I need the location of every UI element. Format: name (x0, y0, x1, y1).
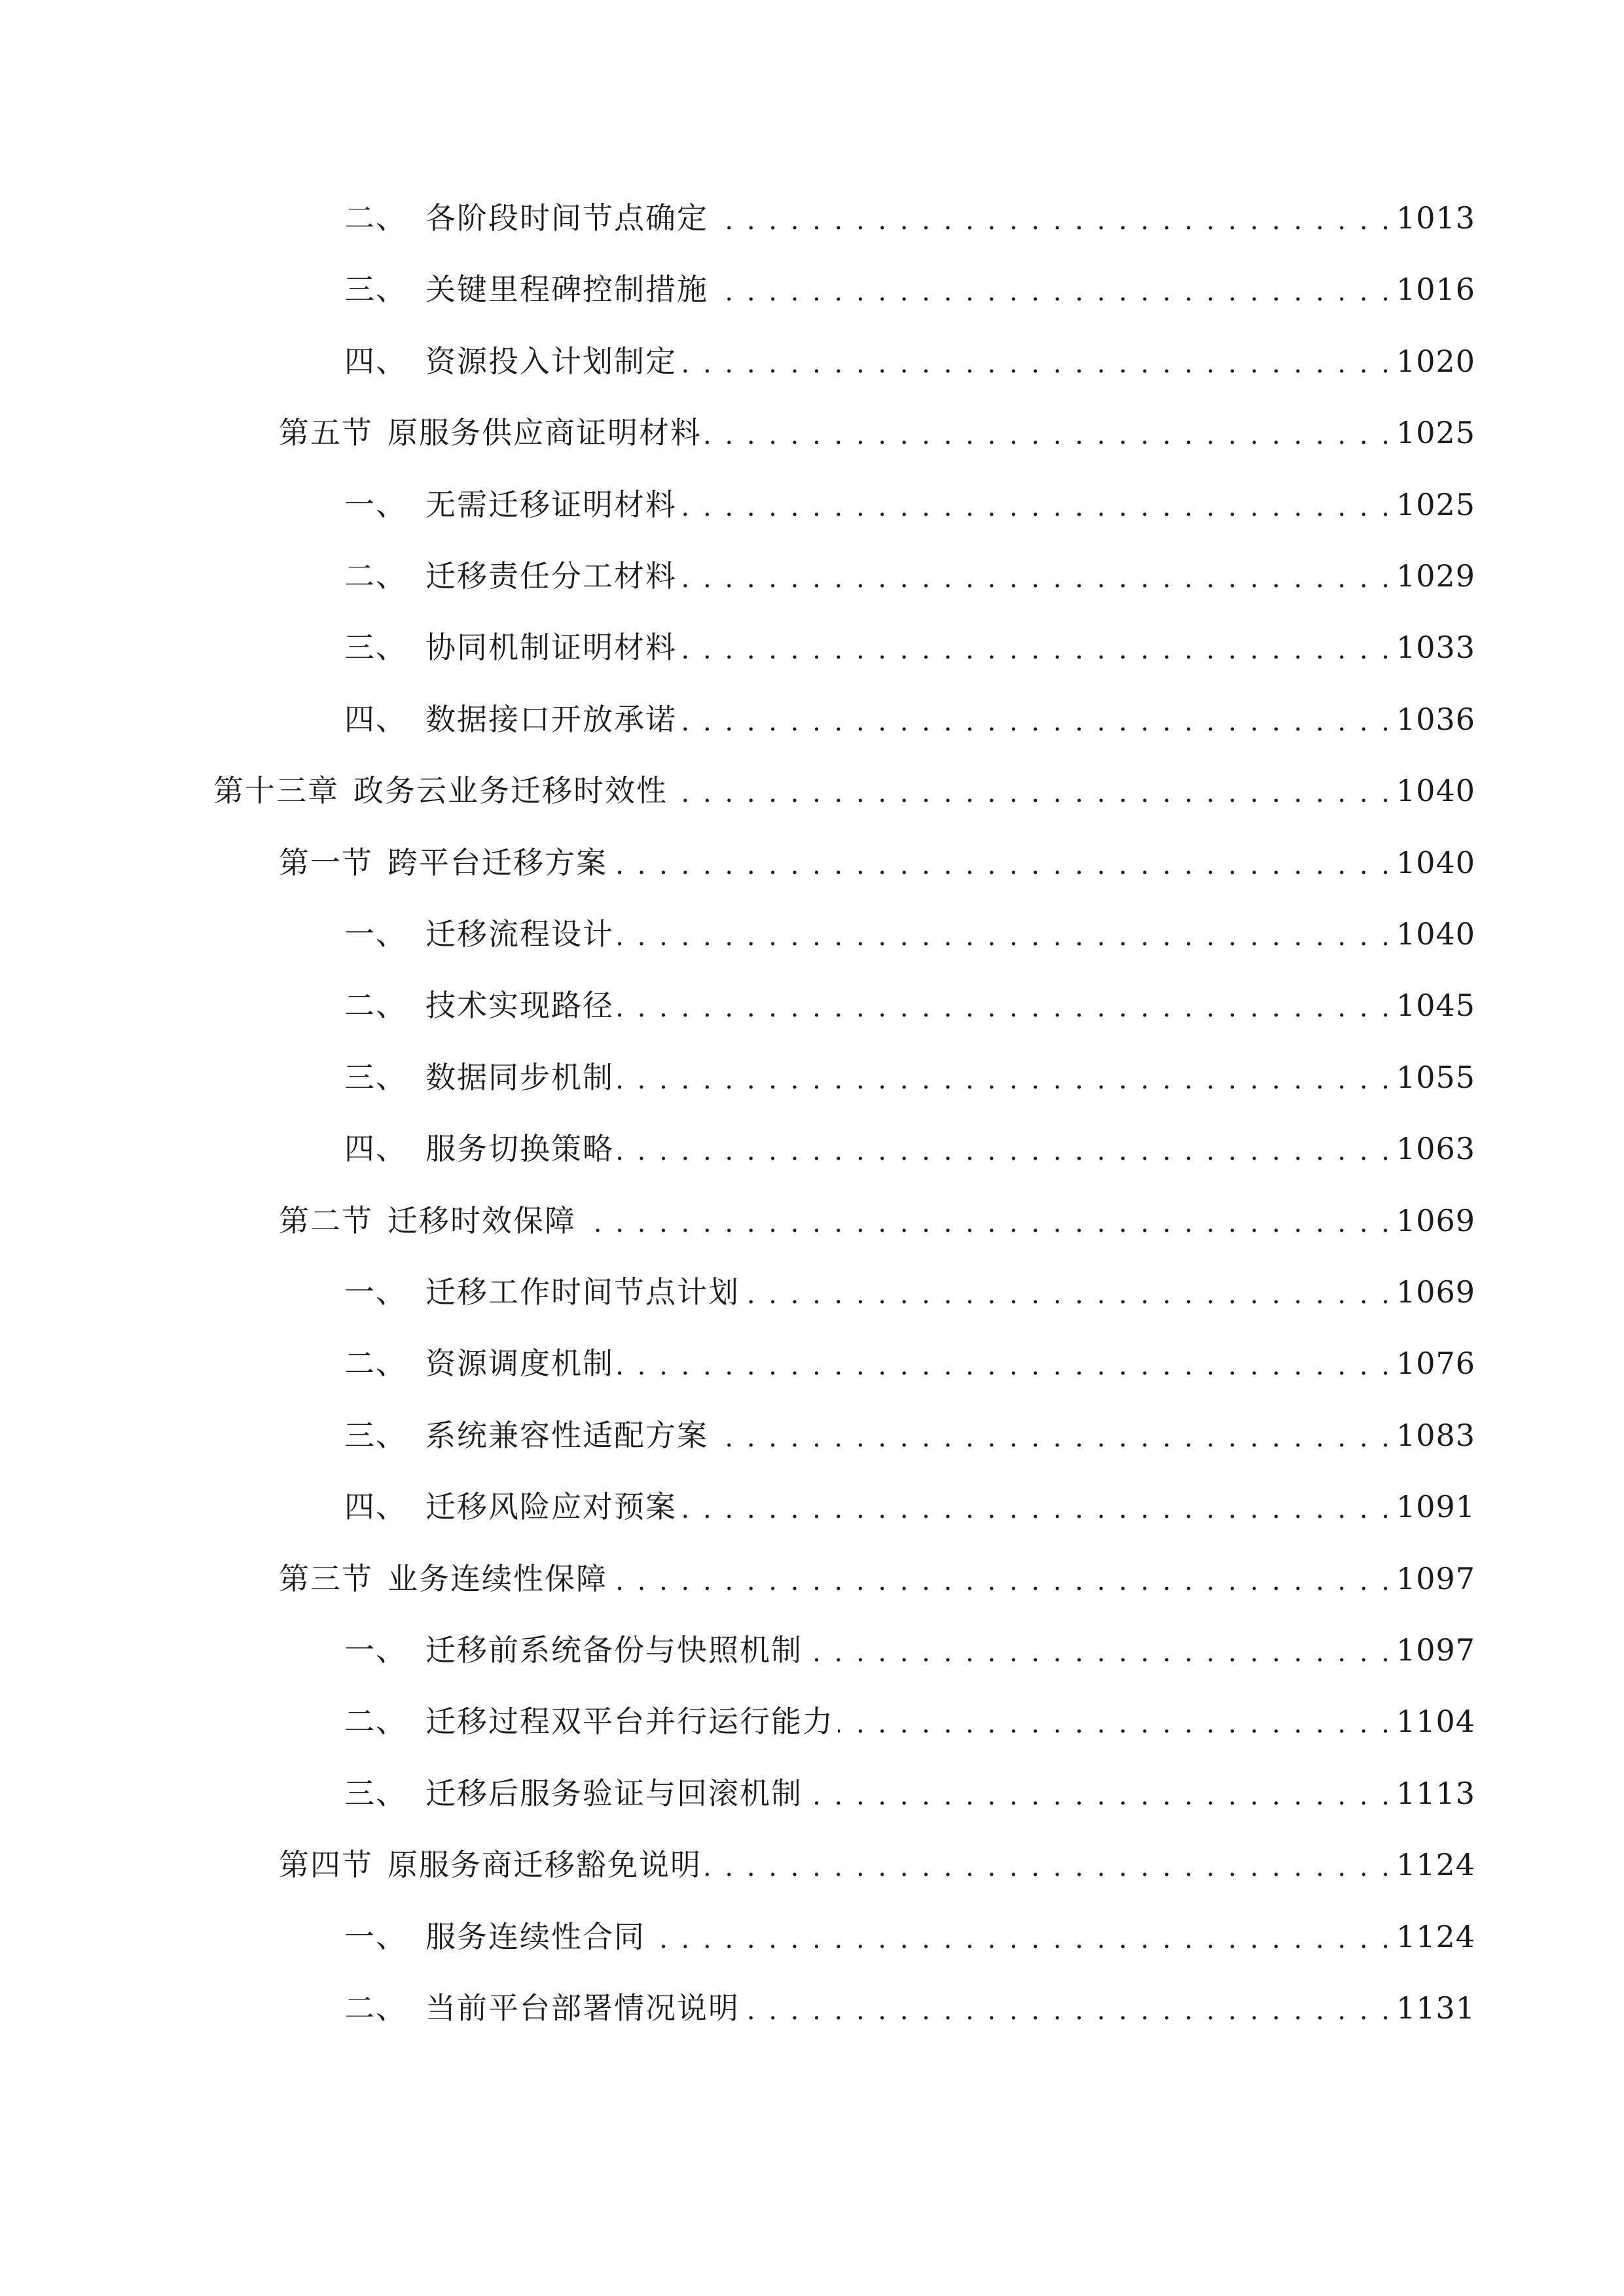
toc-dot-leader (618, 1337, 1392, 1390)
toc-entry-page-number: 1040 (1396, 916, 1476, 952)
toc-entry-page-number: 1076 (1396, 1346, 1476, 1381)
toc-entry-page-number: 1063 (1396, 1131, 1476, 1166)
toc-dot-leader (618, 979, 1392, 1031)
toc-entry[interactable] (279, 836, 1476, 889)
toc-entry[interactable] (344, 1122, 1476, 1175)
toc-dot-leader (611, 836, 1392, 889)
toc-entry-page-number: 1013 (1396, 200, 1476, 236)
toc-entry-number: 一、 (344, 1919, 407, 1954)
toc-entry-page-number: 1113 (1396, 1776, 1476, 1811)
toc-entry[interactable] (344, 335, 1476, 387)
toc-dot-leader (744, 1982, 1392, 2034)
toc-entry-number: 三、 (344, 1776, 407, 1811)
toc-entry-title: 服务切换策略 (425, 1131, 614, 1166)
toc-entry-number: 第三节 (279, 1561, 373, 1596)
toc-dot-leader (744, 1266, 1392, 1318)
toc-entry-title: 服务连续性合同 (425, 1919, 645, 1954)
toc-entry-title: 迁移风险应对预案 (425, 1489, 677, 1524)
toc-entry-page-number: 1091 (1396, 1489, 1476, 1524)
toc-entry-number: 三、 (344, 1060, 407, 1095)
toc-dot-leader (806, 1767, 1392, 1820)
toc-entry-number: 二、 (344, 1704, 407, 1739)
toc-entry-title: 各阶段时间节点确定 (425, 200, 708, 236)
toc-entry-page-number: 1033 (1396, 630, 1476, 665)
toc-entry-number: 第二节 (279, 1203, 373, 1238)
toc-entry-title: 资源调度机制 (425, 1346, 614, 1381)
toc-entry-number: 一、 (344, 1632, 407, 1668)
toc-entry-number: 三、 (344, 630, 407, 665)
toc-dot-leader (681, 693, 1392, 745)
toc-entry[interactable] (344, 621, 1476, 673)
toc-dot-leader (706, 1839, 1392, 1891)
toc-entry-title: 迁移前系统备份与快照机制 (425, 1632, 803, 1668)
toc-entry-number: 第四节 (279, 1847, 373, 1882)
toc-entry-title: 数据接口开放承诺 (425, 702, 677, 737)
toc-dot-leader (611, 1552, 1392, 1605)
toc-entry[interactable] (344, 908, 1476, 960)
toc-entry-number: 第十三章 (213, 773, 339, 808)
toc-entry-title: 数据同步机制 (425, 1060, 614, 1095)
toc-entry-title: 业务连续性保障 (388, 1561, 607, 1596)
toc-entry-title: 原服务商迁移豁免说明 (388, 1847, 702, 1882)
toc-entry-page-number: 1097 (1396, 1632, 1476, 1668)
toc-entry-page-number: 1131 (1396, 1990, 1476, 2026)
toc-dot-leader (706, 406, 1392, 459)
toc-entry-page-number: 1025 (1396, 487, 1476, 522)
toc-entry[interactable] (344, 1982, 1476, 2034)
toc-entry-title: 资源投入计划制定 (425, 344, 677, 379)
toc-entry-number: 四、 (344, 1489, 407, 1524)
toc-dot-leader (681, 335, 1392, 387)
toc-dot-leader (649, 1910, 1392, 1963)
toc-entry-page-number: 1040 (1396, 845, 1476, 880)
toc-dot-leader (580, 1194, 1392, 1247)
toc-entry-page-number: 1036 (1396, 702, 1476, 737)
toc-entry[interactable] (344, 979, 1476, 1031)
toc-entry-number: 二、 (344, 988, 407, 1023)
toc-entry[interactable] (279, 406, 1476, 459)
toc-entry-number: 四、 (344, 702, 407, 737)
toc-entry-title: 迁移流程设计 (425, 916, 614, 952)
toc-entry-page-number: 1025 (1396, 415, 1476, 450)
toc-entry[interactable] (279, 1552, 1476, 1605)
toc-entry-number: 二、 (344, 1346, 407, 1381)
toc-entry-title: 协同机制证明材料 (425, 630, 677, 665)
toc-entry-page-number: 1069 (1396, 1203, 1476, 1238)
toc-entry[interactable] (279, 1194, 1476, 1247)
toc-entry-page-number: 1020 (1396, 344, 1476, 379)
toc-entry-number: 二、 (344, 200, 407, 236)
toc-entry-title: 迁移工作时间节点计划 (425, 1274, 740, 1310)
toc-entry-page-number: 1045 (1396, 988, 1476, 1023)
toc-entry-page-number: 1069 (1396, 1274, 1476, 1310)
toc-entry-title: 关键里程碑控制措施 (425, 272, 708, 307)
toc-entry-title: 迁移时效保障 (388, 1203, 576, 1238)
toc-entry-title: 当前平台部署情况说明 (425, 1990, 740, 2026)
toc-entry-title: 无需迁移证明材料 (425, 487, 677, 522)
toc-entry-title: 技术实现路径 (425, 988, 614, 1023)
toc-dot-leader (618, 908, 1392, 960)
toc-entry-page-number: 1055 (1396, 1060, 1476, 1095)
toc-entry[interactable] (344, 1266, 1476, 1318)
toc-entry-number: 二、 (344, 558, 407, 594)
toc-entry-number: 三、 (344, 1418, 407, 1453)
toc-entry-page-number: 1016 (1396, 272, 1476, 307)
toc-dot-leader (806, 1624, 1392, 1676)
toc-entry[interactable] (344, 478, 1476, 531)
toc-entry-page-number: 1083 (1396, 1418, 1476, 1453)
toc-entry-number: 三、 (344, 272, 407, 307)
toc-entry-number: 一、 (344, 487, 407, 522)
toc-entry[interactable] (344, 1337, 1476, 1390)
toc-dot-leader (681, 621, 1392, 673)
toc-dot-leader (712, 263, 1392, 315)
toc-entry[interactable] (344, 1695, 1476, 1748)
toc-entry[interactable] (344, 693, 1476, 745)
toc-entry-number: 二、 (344, 1990, 407, 2026)
toc-entry-number: 第一节 (279, 845, 373, 880)
toc-entry[interactable] (213, 764, 1476, 817)
toc-entry-title: 迁移后服务验证与回滚机制 (425, 1776, 803, 1811)
toc-entry-number: 四、 (344, 1131, 407, 1166)
toc-dot-leader (618, 1122, 1392, 1175)
toc-dot-leader (681, 550, 1392, 602)
toc-entry-title: 系统兼容性适配方案 (425, 1418, 708, 1453)
toc-entry-number: 第五节 (279, 415, 373, 450)
toc-entry-number: 一、 (344, 916, 407, 952)
toc-entry-page-number: 1097 (1396, 1561, 1476, 1596)
toc-entry-page-number: 1040 (1396, 773, 1476, 808)
toc-entry[interactable] (344, 263, 1476, 315)
toc-dot-leader (618, 1051, 1392, 1103)
toc-entry-title: 迁移责任分工材料 (425, 558, 677, 594)
toc-entry-page-number: 1104 (1396, 1704, 1476, 1739)
toc-entry-title: 迁移过程双平台并行运行能力 (425, 1704, 834, 1739)
toc-entry-title: 政务云业务迁移时效性 (353, 773, 668, 808)
toc-dot-leader (681, 478, 1392, 531)
toc-entry-title: 跨平台迁移方案 (388, 845, 607, 880)
toc-dot-leader (712, 192, 1392, 244)
toc-entry-number: 四、 (344, 344, 407, 379)
toc-entry[interactable] (344, 1624, 1476, 1676)
toc-entry[interactable] (344, 192, 1476, 244)
toc-entry[interactable] (344, 1767, 1476, 1820)
toc-entry[interactable] (344, 1051, 1476, 1103)
toc-entry[interactable] (344, 1409, 1476, 1462)
toc-entry-page-number: 1124 (1396, 1847, 1476, 1882)
toc-dot-leader (672, 764, 1392, 817)
toc-dot-leader (712, 1409, 1392, 1462)
toc-entry[interactable] (344, 1480, 1476, 1533)
toc-entry[interactable] (344, 550, 1476, 602)
toc-entry-title: 原服务供应商证明材料 (388, 415, 702, 450)
toc-dot-leader (838, 1695, 1392, 1748)
toc-entry[interactable] (279, 1839, 1476, 1891)
toc-dot-leader (681, 1480, 1392, 1533)
toc-entry-page-number: 1029 (1396, 558, 1476, 594)
toc-entry[interactable] (344, 1910, 1476, 1963)
toc-entry-number: 一、 (344, 1274, 407, 1310)
toc-entry-page-number: 1124 (1396, 1919, 1476, 1954)
